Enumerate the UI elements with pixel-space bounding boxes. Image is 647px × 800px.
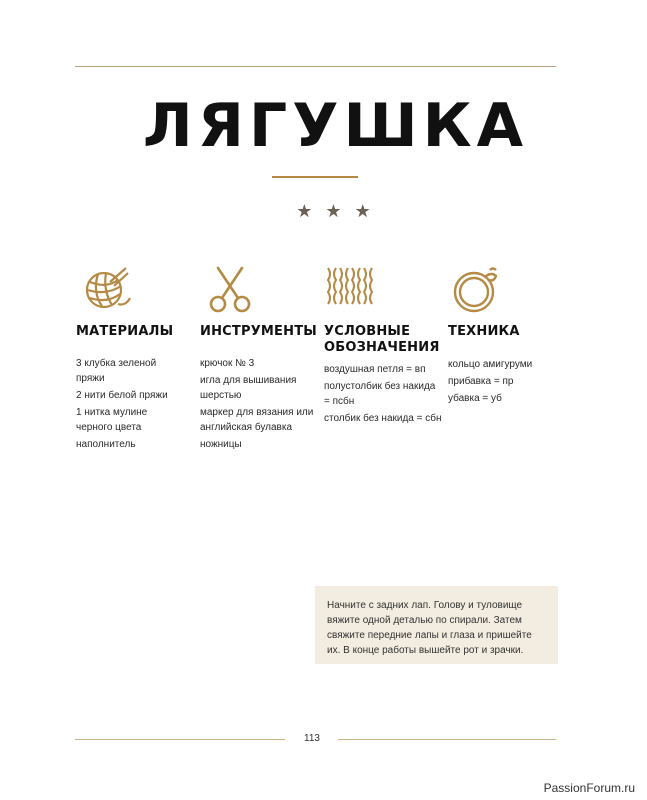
star-icon: ★ <box>325 201 346 221</box>
list-item: игла для вышивания шерстью <box>200 375 297 401</box>
tools-section <box>200 264 318 454</box>
footer-divider-right <box>338 739 556 740</box>
list-item: столбик без накида = сбн <box>324 413 442 424</box>
list-item: кольцо амигуруми <box>448 359 533 370</box>
scissors-icon <box>204 264 256 316</box>
page-number: 113 <box>304 733 320 744</box>
list-item: маркер для вязания или английская булавка <box>200 407 314 433</box>
list-item: 1 нитка мулине черного цвета <box>76 407 148 433</box>
technique-heading: ТЕХНИКА <box>448 324 520 339</box>
list-item: воздушная петля = вп <box>324 364 426 375</box>
footer-divider-left <box>75 739 285 740</box>
materials-heading: МАТЕРИАЛЫ <box>76 324 174 339</box>
list-item: полустолбик без накида = псбн <box>324 381 436 407</box>
list-item: ножницы <box>200 439 242 450</box>
list-item: 3 клубка зеленой пряжи <box>76 358 157 384</box>
symbols-section <box>324 264 442 428</box>
yarn-ball-icon <box>80 264 132 316</box>
top-divider <box>75 66 556 67</box>
list-item: наполнитель <box>76 439 136 450</box>
list-item: убавка = уб <box>448 393 502 404</box>
list-item: 2 нити белой пряжи <box>76 390 168 401</box>
star-icon: ★ <box>296 201 317 221</box>
tools-heading: ИНСТРУМЕНТЫ <box>200 324 317 339</box>
title-underline <box>272 176 358 178</box>
stitches-icon <box>324 264 376 316</box>
list-item: крючок № 3 <box>200 358 255 369</box>
ring-icon <box>450 264 502 316</box>
page-title: ЛЯГУШКА <box>142 91 529 161</box>
instruction-note: Начните с задних лап. Голову и туловище вяжите одной деталью по спирали. Затем свяжите передние лапы и глаза и пришейте их. В конце работы вышейте рот и зрачки. <box>315 586 558 664</box>
symbols-heading: УСЛОВНЫЕ ОБОЗНАЧЕНИЯ <box>324 324 440 355</box>
watermark: PassionForum.ru <box>543 781 635 795</box>
list-item: прибавка = пр <box>448 376 514 387</box>
difficulty-rating <box>0 201 647 222</box>
technique-section <box>448 264 566 408</box>
star-icon: ★ <box>354 201 375 221</box>
materials-section <box>76 264 184 454</box>
